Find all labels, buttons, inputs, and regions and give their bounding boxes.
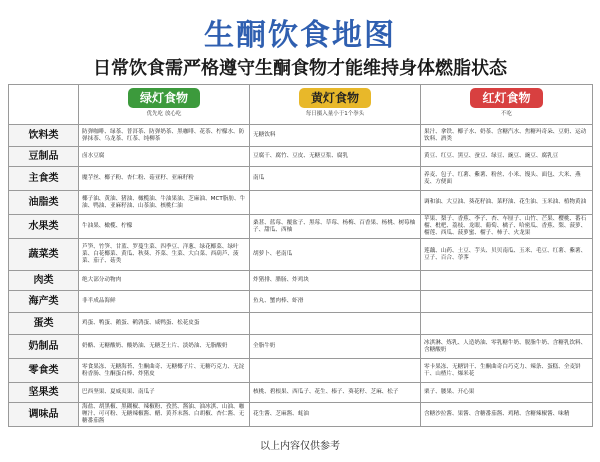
red-light-label: 红灯食物 — [470, 88, 542, 108]
green-cell: 魔芋丝、椰子粉、杏仁粉、菇亚籽、亚麻籽粉 — [79, 167, 250, 191]
footer-note: 以上内容仅供参考 — [260, 441, 340, 452]
red-cell: 含糖沙拉酱、果酱、含糖番茄酱、鸡精、含糖辣椒酱、味精 — [421, 403, 593, 427]
category-label: 海产类 — [9, 291, 79, 313]
red-cell: 黄豆、红豆、黑豆、蚕豆、绿豆、豌豆、豌豆、腐乳豆 — [421, 147, 593, 167]
green-cell: 防弹咖啡、绿茶、普洱茶、防弹奶茶、黑咖啡、花茶、柠檬水、防弹抹茶、乌龙茶、红茶、纯柳茶 — [79, 125, 250, 147]
table-row — [9, 167, 593, 191]
table-row — [9, 359, 593, 383]
category-label: 水果类 — [9, 215, 79, 239]
table-row — [9, 239, 593, 271]
table-row — [9, 215, 593, 239]
yellow-cell: 豆腐干、腐竹、豆皮、无糖豆浆、腐乳 — [250, 147, 421, 167]
table-row — [9, 125, 593, 147]
red-cell: 冰淇淋、炼乳、人造奶油、零乳糖牛奶、脱脂牛奶、含糖乳饮料、含糖酸奶 — [421, 335, 593, 359]
table-row — [9, 383, 593, 403]
green-cell: 海盐、胡黑椒、黑糊椒、辣椒粉、孜然、酱油、油冰淇、山油、咖喱汁、可可粉、无糖辣椒酱、醋、黄芥末酱、白胡椒、杏仁酱、无糖番茄酱 — [79, 403, 250, 427]
table-row — [9, 147, 593, 167]
green-cell: 椰子油、黄油、猪油、橄榄油、牛油果油、芝麻油、MCT脂肪、牛油、鸭油、亚麻籽油、山茶油、核桃仁油 — [79, 191, 250, 215]
yellow-cell: 鱼丸、蟹肉棒、虾滑 — [250, 291, 421, 313]
yellow-note: 每日摄入量小于1个拳头 — [305, 111, 365, 117]
category-label: 蔬菜类 — [9, 239, 79, 271]
red-note: 不吃 — [500, 111, 512, 117]
table-row — [9, 291, 593, 313]
green-cell: 非半成品海鲜 — [79, 291, 250, 313]
red-cell: 莲藕、山药、土豆、芋头、贝贝南瓜、玉米、毛豆、红薯、紫薯、豆子、百合、荸荠 — [421, 239, 593, 271]
yellow-cell: 无糖饮料 — [250, 125, 421, 147]
food-table — [8, 84, 593, 427]
red-cell: 苹果、梨子、香蕉、李子、杏、车厘子、山竹、芒果、樱桃、番石榴、枇杷、荔枝、龙眼、葡萄、橘子、哈密瓜、香蕉、梨、菠萝、榴莲、西瓜、菠萝蜜、榴子、柿子、火龙果 — [421, 215, 593, 239]
yellow-cell: 花生酱、芝麻酱、蚝油 — [250, 403, 421, 427]
green-cell: 卤水豆腐 — [79, 147, 250, 167]
red-cell: 养麦、包子、红薯、紫薯、粉丝、小米、馒头、面包、大米、燕麦、方便面 — [421, 167, 593, 191]
green-cell: 绝大部分动物肉 — [79, 271, 250, 291]
yellow-cell: 南瓜 — [250, 167, 421, 191]
yellow-cell: 炸猪排、腊肠、炸鸡块 — [250, 271, 421, 291]
table-row — [9, 403, 593, 427]
green-cell: 鸡蛋、鸭蛋、鹅蛋、鹌鹑蛋、咸鸭蛋、松花皮蛋 — [79, 313, 250, 335]
category-label: 油脂类 — [9, 191, 79, 215]
header-red — [421, 85, 593, 125]
red-cell — [421, 271, 593, 291]
page-title: 生酮饮食地图 — [204, 18, 396, 53]
table-row — [9, 271, 593, 291]
yellow-cell — [250, 191, 421, 215]
category-label: 饮料类 — [9, 125, 79, 147]
yellow-cell: 核桃、碧根果、西瓜子、花生、榛子、葵花籽、芝麻、松子 — [250, 383, 421, 403]
category-label: 主食类 — [9, 167, 79, 191]
green-note: 优先吃 放心吃 — [146, 111, 182, 117]
green-cell: 奶酪、无糖酸奶、酸奶油、无糖芝士片、淡奶油、无脂酸奶 — [79, 335, 250, 359]
category-label: 豆制品 — [9, 147, 79, 167]
table-row — [9, 191, 593, 215]
yellow-cell: 全脂牛奶 — [250, 335, 421, 359]
yellow-light-label: 黄灯食物 — [299, 88, 371, 108]
yellow-cell — [250, 359, 421, 383]
header-yellow — [250, 85, 421, 125]
red-cell — [421, 291, 593, 313]
header-green — [79, 85, 250, 125]
header-empty — [9, 85, 79, 125]
green-cell: 牛油果、橄榄、柠檬 — [79, 215, 250, 239]
red-cell: 调和油、大豆油、葵花籽油、菜籽油、花生油、玉米油、植物黄油 — [421, 191, 593, 215]
red-cell: 栗子、腰果、开心果 — [421, 383, 593, 403]
green-cell: 芦笋、竹笋、甘蓝、罗蔓生菜、四季豆、洋葱、绿花椰菜、绿叶菜、白花椰菜、黄瓜、秋葵、芥菜、生菜、大白菜、西葫芦、菠菜、茄子、菇类 — [79, 239, 250, 271]
category-label: 蛋类 — [9, 313, 79, 335]
category-label: 零食类 — [9, 359, 79, 383]
red-cell — [421, 313, 593, 335]
category-label: 肉类 — [9, 271, 79, 291]
category-label: 坚果类 — [9, 383, 79, 403]
green-cell: 零食果冻、无糖海苔、生酮曲奇、无糖椰子片、无糖巧克力、无淀粉香肠、生酮蛋白棒、炸猪皮 — [79, 359, 250, 383]
category-label: 调味品 — [9, 403, 79, 427]
green-light-label: 绿灯食物 — [128, 88, 200, 108]
red-cell: 零卡果冻、无糖饼干、生酮曲奇白巧克力、辣条、蛋糕、全麦饼干、山楂片、爆米花 — [421, 359, 593, 383]
yellow-cell — [250, 313, 421, 335]
page-subtitle: 日常饮食需严格遵守生酮食物才能维持身体燃脂状态 — [93, 58, 507, 79]
table-row — [9, 313, 593, 335]
category-label: 奶制品 — [9, 335, 79, 359]
table-row — [9, 335, 593, 359]
red-cell: 果汁、拿铁、椰子水、奶茶、含糖汽水、焦糖玛奇朵、豆奶、运动饮料、酒类 — [421, 125, 593, 147]
header-row — [9, 85, 593, 125]
green-cell: 巴西坚果、夏威夷果、南瓜子 — [79, 383, 250, 403]
yellow-cell: 胡萝卜、老南瓜 — [250, 239, 421, 271]
yellow-cell: 桑葚、蓝莓、覆盆子、黑莓、草莓、杨梅、百香果、杨桃、树莓柚子、甜瓜、西柚 — [250, 215, 421, 239]
